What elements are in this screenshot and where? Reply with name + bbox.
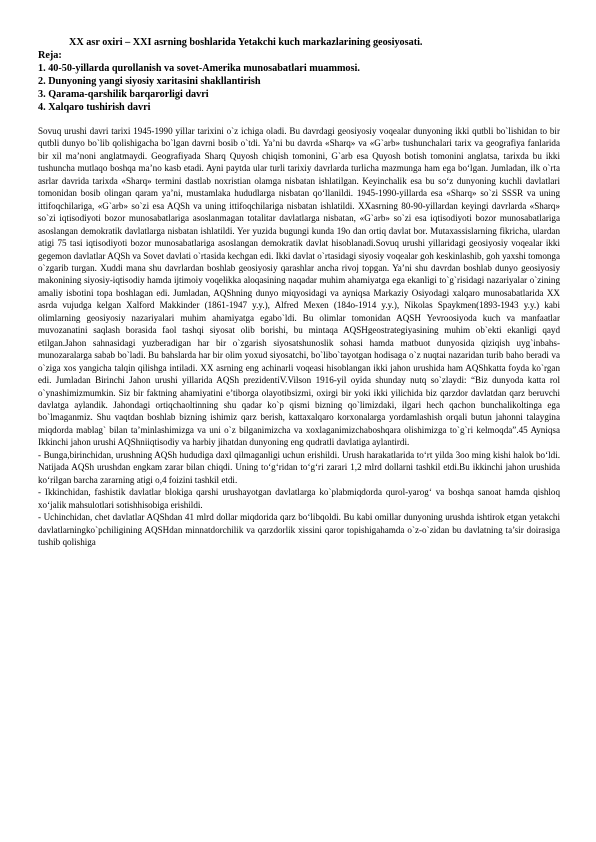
body-paragraph-4: - Uchinchidan, chet davlatlar AQShdan 41 mlrd dollar miqdorida qarz bo‘libqoldi. Bu kabi omillar dunyoning urushda ishtirok etgan yetakchi davlatlarningko`pchiligining AQSHdan minnatdorchilik va qarzdorlik xissini qaror topishigahamda o`z-o`zidan bu davlatning ta’sir doirasiga tushib qolishiga bbox=[38, 512, 560, 547]
body-paragraph-2: - Bunga,birinchidan, urushning AQSh hududiga daxl qilmaganligi uchun erishildi. Urush harakatlarida to‘rt yilda 3oo ming kishi halok bo‘ldi. Natijada AQSh urushdan engkam zarar bilan chiqdi. Uning to‘g‘ridan to‘g‘ri zarari 1,2 mlrd dollarni tashkil etdi.Bu ikkinchi jahon urushida ko‘rilgan barcha zararning atigi o,4 foizini tashkil etdi. bbox=[38, 449, 560, 485]
body-paragraph-3: - Ikkinchidan, fashistik davlatlar blokiga qarshi urushayotgan davlatlarga ko`plabmiqdorda qurol-yarog‘ va boshqa sanoat hamda qishloq xo‘jalik mahsulotlari sotishhisobiga erishildi. bbox=[38, 487, 560, 510]
plan-heading: Reja: bbox=[38, 50, 62, 61]
document-title: XX asr oxiri – XXI asrning boshlarida Yetakchi kuch markazlarining geosiyosati. bbox=[69, 37, 423, 48]
plan-item-1: 1. 40-50-yillarda qurollanish va sovet-Amerika munosabatlari muammosi. bbox=[38, 63, 360, 74]
plan-section bbox=[38, 49, 560, 114]
body-paragraph-1: Sovuq urushi davri tarixi 1945-1990 yillar tarixini o`z ichiga oladi. Bu davrdagi geosiyosiy voqealar dunyoning ikki qutbli bo`lishidan to bir qutbli dunyo bo`lib qolishigacha bo`lgan davrni bosib o`tdi. Ya’ni bu davrda «Sharq» va «G`arb» tushunchalari tarix va geografiya fanlarida bir xil ma’noni anglatmaydi. Geografiyada Sharq Quyosh chiqish tomonini, G`arb esa Quyosh botish tomonini anglatsa, tarixda bu ikki tushuncha mutlaqo boshqa ma’no kasb etadi. Ayni paytda ular turli tarixiy davrlarda turlicha mazmunga ham ega bo‘lgan. Jumladan, ilk o`rta asrlar davrida tarixda «Sharq» termini dastlab noxristian olamga nisbatan ishlatilgan. Keyinchalik esa bu so‘z dunyoning kuchli davlatlari tomonidan bosib olingan qaram ya’ni, mustamlaka hududlarga nisbatan qo‘llanildi. 1945-1990-yillarda esa «Sharq» so`zi SSSR va uning ittifoqchilariga, «G`arb» so`zi esa AQSh va uning ittifoqchilariga nisbatan ishlatildi. XXasrning 80-90-yillardan keyingi davrlarda «Sharq» so`zi iqtisodiyoti bozor munosabatlariga asoslanmagan totalitar davlatlarga nisbatan, «G`arb» so`zi esa iqtisodiyoti bozor munosabatlariga asoslangan demokratik davlatlarga nisbatan ishlatildi. Yer yuzida bugungi kunda 19o dan ortiq davlat bor. Mutaxassislarning fikricha, ulardan atigi 75 tasi iqtisodiyoti bozor munosabatlariga asoslangan demokratik davlat hisoblanadi.Sovuq urushi yillaridagi geosiyosiy voqealar ikki gegemon davlatlar AQSh va Sovet davlati o`rtasida kechgan edi. Ikki davlat o`rtasidagi siyosiy voqealar goh keskinlashib, goh yaxshi tomonga o`zgarib turgan. Xuddi mana shu davrlardan boshlab geosiyosiy qarashlar ancha rivoj topgan. Ya’ni shu davrdan boshlab dunyo geosiyosiy makonining siyosiy-iqtisodiy hamda ijtimoiy voqelikka aloqasining naqadar muhim ahamiyatga ega ekanligi to`g`risidagi nazariyalar o`zining amaliy isbotini topa boshlagan edi. Jumladan, AQShning dunyo miqyosidagi va ayniqsa Markaziy Osiyodagi xalqaro munosabatlarida XX asrda vujudga kelgan Xalford Makkinder (1861-1947 y.y.), Alfred Mexen (184o-1914 y.y.), Nikolas Spaykmen(1893-1943 y.y.) kabi olimlarning geosiyosiy nazariyalari muhim ahamiyatga egabo`ldi. Bu olimlar tomonidan AQSH Yevroosiyoda kuch va manfaatlar muvozanatini saqlash borasida faol tashqi siyosat olib borishi, bu mintaqa AQSHgeostrategiyasining muhim ob`ekti ekanligi qayd etilgan.Jahon sahnasidagi yuzberadigan har bir o`zgarish siyosatshunoslik sohasi hamda matbuot dunyosida qiziqish uyg`inbahs-munozaralarga sabab bo`ladi. Bu bahslarda har bir olim yoxud siyosatchi, bo`libo`tayotgan hodisaga o`z nuqtai nazaridan turib baho beradi va o`ziga xos yangicha talqin qilishga intiladi. XX asrning eng achinarli voqeasi hisoblangan ikki jahon urushida ham AQShkatta foyda ko`rgan edi. Jumladan Birinchi Jahon urushi yillarida AQSh prezidentiV.Vilson 1916-yil oyida shunday nutq so`zlaydi: “Biz dunyoda katta rol o`ynashimizmumkin. Siz bir faktning ahamiyatini e’tiborga olayotibsizmi, oxirgi bir yoki ikki yilichida biz qarzdor davlatdan qarz beruvchi davlatga aylandik. Jahondagi ortiqchaoltinning shu qadar ko`p qismi bizning qo`limizdaki, ilgari hech qachon bunchalikoltinga ega bo`lmaganmiz. Shu vaqtdan boshlab bizning ishimiz qarz berish, kattaxalqaro korxonalarga yordamlashish orqali butun jahonni talaygina miqdorda mablag` bilan ta’minlashimizga va uni o`z bilganimizcha va xoxlaganimizchaboshqara olishimizga to`g`ri kelmoqda”.45 Ayniqsa Ikkinchi jahon urushi AQShniiqtisodiy va harbiy jihatdan dunyoning eng qudratli davlatiga aylantirdi. bbox=[38, 126, 560, 448]
section-spacer bbox=[38, 114, 560, 125]
plan-item-4: 4. Xalqaro tushirish davri bbox=[38, 102, 151, 113]
plan-item-2: 2. Dunyoning yangi siyosiy xaritasini shakllantirish bbox=[38, 76, 261, 87]
document-body bbox=[38, 125, 560, 548]
document-page bbox=[38, 36, 560, 548]
plan-item-3: 3. Qarama-qarshilik barqarorligi davri bbox=[38, 89, 209, 100]
